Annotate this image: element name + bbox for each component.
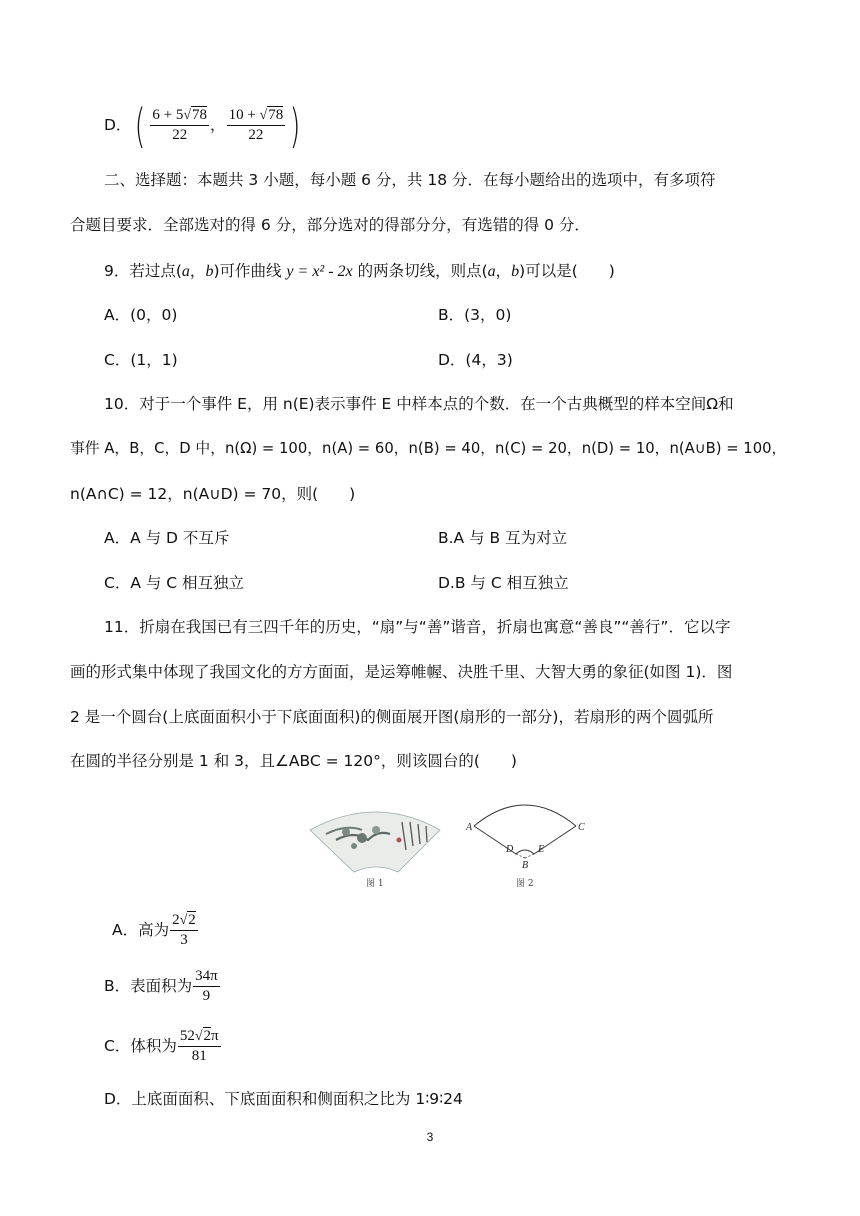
- q10-line1: 10．对于一个事件 E，用 n(E)表示事件 E 中样本点的个数．在一个古典概型的样本空间Ω和: [104, 395, 734, 413]
- point-label-a: A: [466, 822, 473, 833]
- comma: ，: [495, 262, 512, 280]
- fraction: [193, 968, 220, 1005]
- section2-line1: 二、选择题：本题共 3 小题，每小题 6 分，共 18 分．在每小题给出的选项中，有多项符: [104, 171, 716, 189]
- var-b: b: [511, 263, 520, 280]
- option-label: A．高为: [112, 921, 170, 939]
- fan-painting-image: [310, 812, 440, 872]
- left-paren: (: [135, 98, 146, 153]
- option-label: C．体积为: [104, 1037, 177, 1055]
- q11-option-c: [104, 1026, 222, 1066]
- q9-option-b: B．(3，0): [438, 306, 512, 324]
- q11-figure: [306, 800, 598, 896]
- curve-equation: y = x² - 2x: [286, 263, 353, 280]
- right-paren: ): [289, 98, 301, 153]
- fraction: $\frac{10 + √78}{22}$: [228, 107, 284, 143]
- page-number: 3: [426, 1130, 434, 1144]
- fraction: $\frac{52√2\pi}{81}$: [179, 1028, 219, 1064]
- q9-stem: [104, 260, 615, 283]
- sector-diagram: [474, 805, 576, 858]
- point-label-b: B: [522, 860, 529, 871]
- q9-option-c: C．(1，1): [104, 351, 178, 369]
- frac-numerator: 6 + 5: [152, 107, 184, 123]
- q11-line1: 11．折扇在我国已有三四千年的历史，“扇”与“善”谐音，折扇也寓意“善良”“善行”．它以字: [104, 618, 731, 636]
- q10-option-a: A．A 与 D 不互斥: [104, 529, 230, 547]
- figure2-caption: 图 2: [516, 879, 534, 889]
- q10-option-c: C．A 与 C 相互独立: [104, 574, 245, 592]
- q9-text: )可作曲线: [213, 262, 287, 280]
- radicand: 78: [192, 107, 208, 123]
- q10-line3: n(A∩C) = 12，n(A∪D) = 70，则( ): [70, 485, 356, 503]
- radicand: 2: [203, 1028, 212, 1044]
- frac-numerator: 2: [172, 912, 180, 928]
- q9-option-a: A．(0，0): [104, 306, 178, 324]
- var-a: a: [487, 263, 496, 280]
- q11-option-a: [112, 910, 199, 950]
- q8-option-d: [104, 98, 304, 153]
- frac-denominator: 81: [191, 1048, 207, 1064]
- frac-denominator: 22: [172, 127, 188, 143]
- q10-option-b: B.A 与 B 互为对立: [438, 529, 568, 547]
- q9-text: )可以是( ): [519, 262, 615, 280]
- separator: ，: [210, 116, 226, 134]
- section2-line2: 合题目要求．全部选对的得 6 分，部分选对的得部分分，有选错的得 0 分．: [70, 216, 590, 234]
- frac-denominator: 3: [180, 932, 188, 948]
- figure1-caption: 图 1: [366, 879, 384, 889]
- q11-line3: 2 是一个圆台(上底面面积小于下底面面积)的侧面展开图(扇形的一部分)，若扇形的两个圆弧所: [70, 708, 714, 726]
- frac-denominator: 9: [202, 988, 211, 1004]
- option-label: D．: [104, 116, 132, 134]
- frac-numerator-pi: π: [211, 1028, 219, 1044]
- frac-denominator: 22: [248, 127, 264, 143]
- radicand: 2: [188, 912, 196, 928]
- var-a: a: [181, 263, 190, 280]
- q11-line4: 在圆的半径分别是 1 和 3，且∠ABC = 120°，则该圆台的( ): [70, 752, 517, 770]
- frac-numerator: 10 +: [228, 107, 260, 123]
- q9-text: 9．若过点(: [104, 262, 182, 280]
- point-label-e: E: [538, 844, 545, 855]
- q11-option-d: D．上底面面积、下底面面积和侧面积之比为 1∶9∶24: [104, 1090, 463, 1108]
- q9-text: 的两条切线，则点(: [352, 262, 488, 280]
- comma: ，: [189, 262, 206, 280]
- frac-numerator: 34π: [193, 968, 220, 987]
- point-label-c: C: [578, 822, 585, 833]
- q9-option-d: D．(4，3): [438, 351, 513, 369]
- fraction: $\frac{6 + 5√78}{22}$: [152, 107, 208, 143]
- frac-numerator: 52: [179, 1028, 195, 1044]
- q11-line2: 画的形式集中体现了我国文化的方方面面，是运筹帷幄、决胜千里、大智大勇的象征(如图 1)．图: [70, 663, 733, 681]
- q10-option-d: D.B 与 C 相互独立: [438, 574, 569, 592]
- fan-figure: [306, 800, 598, 896]
- radicand: 78: [268, 107, 284, 123]
- q10-line2: 事件 A，B，C，D 中，n(Ω) = 100，n(A) = 60，n(B) = 40，n(C) = 20，n(D) = 10，n(A∪B) = 100，: [70, 440, 787, 457]
- q11-option-b: [104, 966, 221, 1006]
- point-label-d: D: [506, 844, 514, 855]
- fraction: $\frac{2√2}{3}$: [172, 912, 196, 948]
- option-label: B．表面积为: [104, 977, 193, 995]
- var-b: b: [205, 263, 214, 280]
